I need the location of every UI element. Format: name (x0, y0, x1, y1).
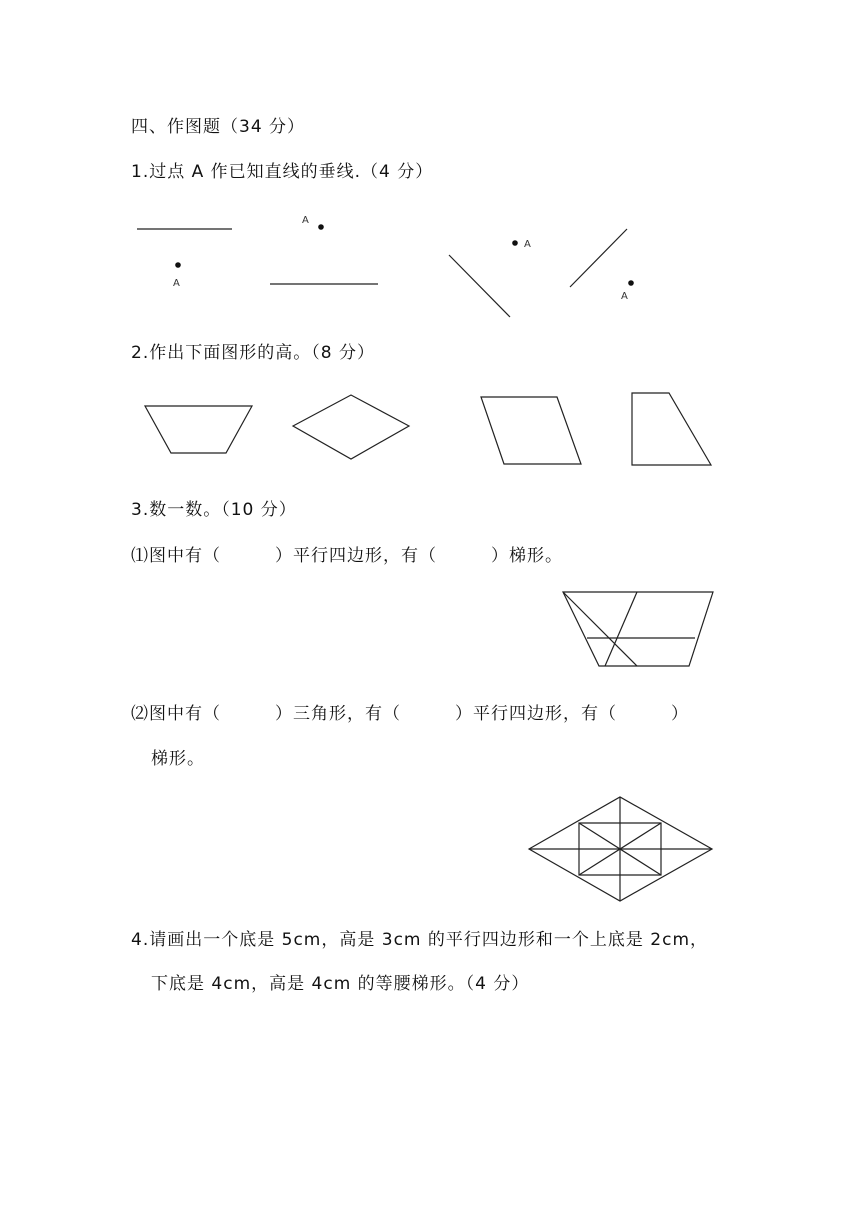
question-1-text: 1.过点 A 作已知直线的垂线.（4 分） (131, 162, 434, 182)
q3-trapezoid-outline (563, 592, 713, 666)
section-title: 四、作图题（34 分） (131, 117, 306, 137)
q2-trapezoid (145, 406, 252, 453)
q3-slanted-line (605, 592, 637, 666)
question-4-text: 4.请画出一个底是 5cm，高是 3cm 的平行四边形和一个上底是 2cm， (131, 930, 709, 950)
question-2-text: 2.作出下面图形的高。（8 分） (131, 343, 375, 363)
q1-point-4-label: A (621, 291, 628, 302)
q2-parallelogram (481, 397, 581, 464)
q3-diagonal-line (563, 592, 637, 666)
q1-point-4 (628, 280, 634, 286)
q1-line-4 (570, 229, 627, 287)
q1-point-2 (318, 224, 324, 230)
q3-figure-2 (529, 797, 712, 901)
q1-point-1-label: A (173, 278, 180, 289)
q2-right-trapezoid (632, 393, 711, 465)
q1-point-3-label: A (524, 239, 531, 250)
q1-point-2-label: A (302, 215, 309, 226)
q1-figures (137, 215, 634, 317)
question-3-sub1-text: ⑴图中有（ ）平行四边形，有（ ）梯形。 (131, 546, 563, 566)
question-3-sub2-text-cont: 梯形。 (151, 749, 205, 769)
q2-figures (145, 393, 711, 465)
question-3-sub2-text: ⑵图中有（ ）三角形，有（ ）平行四边形，有（ ） (131, 704, 689, 724)
q1-line-3 (449, 255, 510, 317)
q2-rhombus (293, 395, 409, 459)
q3-figure-1 (563, 592, 713, 666)
q1-point-1 (175, 262, 181, 268)
q1-point-3 (512, 240, 518, 246)
question-3-text: 3.数一数。（10 分） (131, 500, 297, 520)
question-4-text-cont: 下底是 4cm，高是 4cm 的等腰梯形。（4 分） (151, 974, 530, 994)
